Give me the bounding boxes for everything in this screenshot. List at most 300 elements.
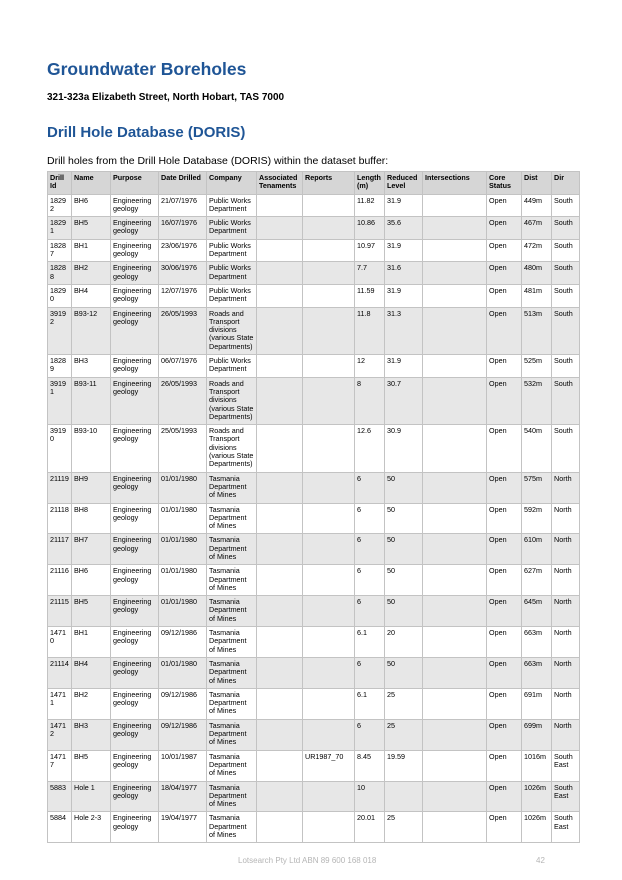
table-cell: Open: [487, 355, 522, 378]
table-cell: 7.7: [355, 262, 385, 285]
table-cell: [257, 719, 303, 750]
table-cell: 39190: [48, 425, 72, 472]
table-cell: Tasmania Department of Mines: [207, 472, 257, 503]
table-cell: 21117: [48, 534, 72, 565]
table-cell: [257, 657, 303, 688]
table-cell: [423, 262, 487, 285]
table-cell: Engineering geology: [111, 194, 159, 217]
table-cell: Tasmania Department of Mines: [207, 688, 257, 719]
page-number: 42: [536, 856, 545, 865]
table-cell: North: [552, 472, 580, 503]
table-row: [48, 262, 580, 285]
table-cell: 09/12/1986: [159, 719, 207, 750]
table-cell: Public Works Department: [207, 194, 257, 217]
table-cell: Tasmania Department of Mines: [207, 750, 257, 781]
table-cell: South East: [552, 812, 580, 843]
table-cell: BH6: [72, 194, 111, 217]
table-cell: BH3: [72, 355, 111, 378]
table-cell: 21116: [48, 565, 72, 596]
table-row: [48, 812, 580, 843]
table-cell: South: [552, 217, 580, 240]
table-cell: Engineering geology: [111, 596, 159, 627]
table-cell: [303, 812, 355, 843]
table-cell: 10.97: [355, 239, 385, 262]
table-cell: 50: [385, 472, 423, 503]
table-cell: 25/05/1993: [159, 425, 207, 472]
table-cell: Roads and Transport divisions (various State Departments): [207, 425, 257, 472]
table-cell: Open: [487, 425, 522, 472]
table-cell: [423, 565, 487, 596]
table-row: [48, 472, 580, 503]
table-row: [48, 194, 580, 217]
table-cell: Engineering geology: [111, 781, 159, 812]
table-cell: [257, 534, 303, 565]
table-cell: Open: [487, 503, 522, 534]
table-cell: 12/07/1976: [159, 284, 207, 307]
table-row: [48, 657, 580, 688]
table-cell: Engineering geology: [111, 812, 159, 843]
table-cell: 12.6: [355, 425, 385, 472]
table-cell: [257, 750, 303, 781]
table-cell: Engineering geology: [111, 355, 159, 378]
table-cell: [257, 307, 303, 354]
column-header: Length (m): [355, 172, 385, 195]
table-cell: Public Works Department: [207, 217, 257, 240]
table-cell: 592m: [522, 503, 552, 534]
table-cell: 6: [355, 472, 385, 503]
table-header-row: [48, 172, 580, 195]
table-cell: South East: [552, 750, 580, 781]
table-row: [48, 217, 580, 240]
table-cell: Engineering geology: [111, 377, 159, 424]
table-cell: South: [552, 284, 580, 307]
table-cell: Open: [487, 688, 522, 719]
table-cell: South: [552, 425, 580, 472]
table-cell: North: [552, 534, 580, 565]
table-cell: Open: [487, 812, 522, 843]
table-cell: [303, 217, 355, 240]
table-cell: Engineering geology: [111, 307, 159, 354]
table-cell: 31.9: [385, 284, 423, 307]
table-cell: South East: [552, 781, 580, 812]
table-cell: 5883: [48, 781, 72, 812]
table-cell: 5884: [48, 812, 72, 843]
table-cell: [257, 472, 303, 503]
table-cell: [303, 284, 355, 307]
table-cell: [303, 719, 355, 750]
table-cell: 663m: [522, 627, 552, 658]
table-cell: 8: [355, 377, 385, 424]
table-cell: [257, 627, 303, 658]
table-row: [48, 688, 580, 719]
table-cell: 39192: [48, 307, 72, 354]
table-row: [48, 377, 580, 424]
table-cell: [303, 355, 355, 378]
table-cell: 18/04/1977: [159, 781, 207, 812]
table-cell: North: [552, 627, 580, 658]
table-cell: [423, 534, 487, 565]
table-cell: [257, 425, 303, 472]
table-cell: [257, 812, 303, 843]
page-title: Groundwater Boreholes: [47, 59, 247, 79]
table-cell: [303, 503, 355, 534]
table-cell: [423, 657, 487, 688]
table-cell: Engineering geology: [111, 657, 159, 688]
table-cell: Engineering geology: [111, 503, 159, 534]
table-cell: 18289: [48, 355, 72, 378]
table-body: [48, 194, 580, 843]
table-cell: 50: [385, 503, 423, 534]
column-header: Intersections: [423, 172, 487, 195]
table-cell: 10: [355, 781, 385, 812]
table-cell: 18288: [48, 262, 72, 285]
column-header: Dir: [552, 172, 580, 195]
table-cell: [423, 307, 487, 354]
table-cell: 525m: [522, 355, 552, 378]
table-cell: Tasmania Department of Mines: [207, 596, 257, 627]
table-cell: [423, 503, 487, 534]
table-row: [48, 596, 580, 627]
table-cell: Public Works Department: [207, 262, 257, 285]
table-cell: 11.8: [355, 307, 385, 354]
table-cell: Open: [487, 596, 522, 627]
table-cell: 6: [355, 534, 385, 565]
table-cell: 16/07/1976: [159, 217, 207, 240]
table-cell: 467m: [522, 217, 552, 240]
table-cell: Engineering geology: [111, 262, 159, 285]
table-cell: 30/06/1976: [159, 262, 207, 285]
intro-text: Drill holes from the Drill Hole Database (DORIS) within the dataset buffer:: [47, 155, 389, 167]
table-cell: [423, 688, 487, 719]
table-cell: Public Works Department: [207, 239, 257, 262]
table-cell: Engineering geology: [111, 425, 159, 472]
table-cell: Engineering geology: [111, 750, 159, 781]
table-cell: BH1: [72, 239, 111, 262]
table-cell: [303, 425, 355, 472]
table-cell: 25: [385, 812, 423, 843]
table-cell: South: [552, 239, 580, 262]
table-row: [48, 781, 580, 812]
table-cell: 50: [385, 534, 423, 565]
table-cell: Open: [487, 262, 522, 285]
table-cell: BH2: [72, 688, 111, 719]
table-cell: 610m: [522, 534, 552, 565]
table-cell: [423, 217, 487, 240]
table-cell: BH5: [72, 217, 111, 240]
table-cell: 645m: [522, 596, 552, 627]
table-cell: B93-12: [72, 307, 111, 354]
table-cell: 23/06/1976: [159, 239, 207, 262]
table-cell: [423, 284, 487, 307]
table-cell: Engineering geology: [111, 217, 159, 240]
table-cell: 1016m: [522, 750, 552, 781]
table-cell: 481m: [522, 284, 552, 307]
column-header: Purpose: [111, 172, 159, 195]
table-cell: 50: [385, 565, 423, 596]
table-cell: 20.01: [355, 812, 385, 843]
table-cell: Engineering geology: [111, 472, 159, 503]
table-cell: Tasmania Department of Mines: [207, 565, 257, 596]
table-cell: [303, 627, 355, 658]
table-cell: [385, 781, 423, 812]
table-cell: 31.3: [385, 307, 423, 354]
table-row: [48, 355, 580, 378]
column-header: Name: [72, 172, 111, 195]
table-row: [48, 284, 580, 307]
table-row: [48, 750, 580, 781]
table-cell: Tasmania Department of Mines: [207, 534, 257, 565]
column-header: Core Status: [487, 172, 522, 195]
table-cell: [257, 565, 303, 596]
table-cell: Open: [487, 472, 522, 503]
table-cell: 449m: [522, 194, 552, 217]
table-cell: 19.59: [385, 750, 423, 781]
table-cell: [257, 284, 303, 307]
table-cell: North: [552, 657, 580, 688]
table-cell: [303, 534, 355, 565]
table-cell: BH7: [72, 534, 111, 565]
table-cell: 12: [355, 355, 385, 378]
table-cell: 31.6: [385, 262, 423, 285]
table-cell: [257, 377, 303, 424]
table-cell: Public Works Department: [207, 284, 257, 307]
table-cell: 01/01/1980: [159, 565, 207, 596]
table-cell: 513m: [522, 307, 552, 354]
table-cell: 14710: [48, 627, 72, 658]
table-cell: Open: [487, 750, 522, 781]
table-cell: 06/07/1976: [159, 355, 207, 378]
table-cell: UR1987_70: [303, 750, 355, 781]
table-cell: 6: [355, 719, 385, 750]
table-cell: [257, 503, 303, 534]
table-cell: [257, 262, 303, 285]
table-cell: [303, 239, 355, 262]
table-row: [48, 719, 580, 750]
table-cell: Engineering geology: [111, 688, 159, 719]
table-cell: 1026m: [522, 781, 552, 812]
table-cell: North: [552, 688, 580, 719]
table-cell: Open: [487, 719, 522, 750]
table-cell: 10.86: [355, 217, 385, 240]
table-cell: Hole 2-3: [72, 812, 111, 843]
table-cell: North: [552, 719, 580, 750]
table-cell: 50: [385, 596, 423, 627]
table-cell: Open: [487, 627, 522, 658]
table-cell: [257, 781, 303, 812]
table-cell: 20: [385, 627, 423, 658]
table-cell: 14712: [48, 719, 72, 750]
table-cell: Open: [487, 377, 522, 424]
footer-company: Lotsearch Pty Ltd ABN 89 600 168 018: [238, 856, 377, 865]
table-cell: 18290: [48, 284, 72, 307]
table-cell: South: [552, 307, 580, 354]
table-cell: BH4: [72, 284, 111, 307]
table-cell: 31.9: [385, 194, 423, 217]
table-cell: [257, 239, 303, 262]
table-cell: 691m: [522, 688, 552, 719]
table-cell: 01/01/1980: [159, 472, 207, 503]
table-cell: BH9: [72, 472, 111, 503]
table-cell: [423, 472, 487, 503]
table-cell: BH6: [72, 565, 111, 596]
table-cell: 540m: [522, 425, 552, 472]
table-cell: Tasmania Department of Mines: [207, 781, 257, 812]
table-cell: [257, 217, 303, 240]
table-cell: Tasmania Department of Mines: [207, 503, 257, 534]
table-cell: BH2: [72, 262, 111, 285]
table-cell: 30.7: [385, 377, 423, 424]
table-cell: 6.1: [355, 688, 385, 719]
table-cell: [423, 596, 487, 627]
table-cell: Open: [487, 565, 522, 596]
table-cell: Engineering geology: [111, 284, 159, 307]
table-cell: Engineering geology: [111, 239, 159, 262]
table-cell: 21118: [48, 503, 72, 534]
column-header: Associated Tenaments: [257, 172, 303, 195]
table-cell: 35.6: [385, 217, 423, 240]
table-cell: 39191: [48, 377, 72, 424]
table-cell: [303, 596, 355, 627]
table-cell: 472m: [522, 239, 552, 262]
table-cell: Roads and Transport divisions (various State Departments): [207, 377, 257, 424]
table-cell: BH4: [72, 657, 111, 688]
table-row: [48, 239, 580, 262]
table-cell: 480m: [522, 262, 552, 285]
table-cell: 11.59: [355, 284, 385, 307]
table-cell: 21114: [48, 657, 72, 688]
table-cell: B93-10: [72, 425, 111, 472]
table-cell: Tasmania Department of Mines: [207, 657, 257, 688]
table-cell: 09/12/1986: [159, 627, 207, 658]
table-cell: [423, 719, 487, 750]
table-row: [48, 307, 580, 354]
table-cell: Roads and Transport divisions (various State Departments): [207, 307, 257, 354]
table-cell: 25: [385, 719, 423, 750]
table-cell: 627m: [522, 565, 552, 596]
table-cell: [423, 377, 487, 424]
table-cell: [423, 750, 487, 781]
table-cell: [303, 565, 355, 596]
table-cell: [257, 194, 303, 217]
table-cell: 6: [355, 503, 385, 534]
table-cell: BH8: [72, 503, 111, 534]
table-cell: 18292: [48, 194, 72, 217]
table-cell: B93-11: [72, 377, 111, 424]
table-cell: [303, 688, 355, 719]
table-cell: 6: [355, 596, 385, 627]
table-cell: [423, 627, 487, 658]
table-cell: [423, 194, 487, 217]
table-cell: 31.9: [385, 239, 423, 262]
table-cell: BH5: [72, 596, 111, 627]
table-cell: 19/04/1977: [159, 812, 207, 843]
table-cell: 1026m: [522, 812, 552, 843]
table-cell: [423, 239, 487, 262]
table-cell: [303, 262, 355, 285]
column-header: Drill Id: [48, 172, 72, 195]
table-cell: Engineering geology: [111, 565, 159, 596]
table-cell: South: [552, 377, 580, 424]
table-cell: [423, 355, 487, 378]
table-cell: 01/01/1980: [159, 534, 207, 565]
table-cell: Open: [487, 284, 522, 307]
table-cell: 575m: [522, 472, 552, 503]
table-cell: 21/07/1976: [159, 194, 207, 217]
table-cell: 532m: [522, 377, 552, 424]
table-cell: 18287: [48, 239, 72, 262]
table-cell: South: [552, 194, 580, 217]
table-cell: South: [552, 355, 580, 378]
table-cell: Hole 1: [72, 781, 111, 812]
table-cell: 01/01/1980: [159, 503, 207, 534]
table-cell: Engineering geology: [111, 534, 159, 565]
table-cell: [257, 596, 303, 627]
table-cell: [303, 781, 355, 812]
table-cell: [423, 781, 487, 812]
table-cell: North: [552, 596, 580, 627]
table-cell: 26/05/1993: [159, 307, 207, 354]
table-cell: BH1: [72, 627, 111, 658]
table-cell: 663m: [522, 657, 552, 688]
table-cell: 10/01/1987: [159, 750, 207, 781]
table-cell: [303, 472, 355, 503]
section-title: Drill Hole Database (DORIS): [47, 124, 246, 141]
table-cell: Open: [487, 534, 522, 565]
table-cell: 01/01/1980: [159, 657, 207, 688]
table-cell: 21119: [48, 472, 72, 503]
column-header: Company: [207, 172, 257, 195]
table-cell: BH5: [72, 750, 111, 781]
column-header: Reduced Level: [385, 172, 423, 195]
table-cell: 21115: [48, 596, 72, 627]
table-cell: 09/12/1986: [159, 688, 207, 719]
table-cell: [303, 307, 355, 354]
table-cell: 26/05/1993: [159, 377, 207, 424]
site-address: 321-323a Elizabeth Street, North Hobart, TAS 7000: [47, 92, 285, 103]
table-cell: 14717: [48, 750, 72, 781]
table-row: [48, 565, 580, 596]
table-cell: 50: [385, 657, 423, 688]
column-header: Reports: [303, 172, 355, 195]
table-cell: 25: [385, 688, 423, 719]
table-cell: 699m: [522, 719, 552, 750]
table-cell: 8.45: [355, 750, 385, 781]
table-cell: 30.9: [385, 425, 423, 472]
table-cell: [303, 657, 355, 688]
table-row: [48, 534, 580, 565]
table-cell: 31.9: [385, 355, 423, 378]
table-cell: [303, 194, 355, 217]
table-cell: Open: [487, 657, 522, 688]
table-row: [48, 503, 580, 534]
table-cell: Open: [487, 217, 522, 240]
table-cell: [257, 688, 303, 719]
table-row: [48, 425, 580, 472]
column-header: Date Drilled: [159, 172, 207, 195]
table-cell: Tasmania Department of Mines: [207, 719, 257, 750]
table-cell: South: [552, 262, 580, 285]
table-cell: [423, 425, 487, 472]
table-cell: 14711: [48, 688, 72, 719]
table-cell: 6: [355, 565, 385, 596]
table-cell: Open: [487, 239, 522, 262]
table-cell: Public Works Department: [207, 355, 257, 378]
table-cell: Engineering geology: [111, 719, 159, 750]
table-cell: [257, 355, 303, 378]
table-cell: 01/01/1980: [159, 596, 207, 627]
table-cell: Open: [487, 307, 522, 354]
table-cell: Open: [487, 781, 522, 812]
